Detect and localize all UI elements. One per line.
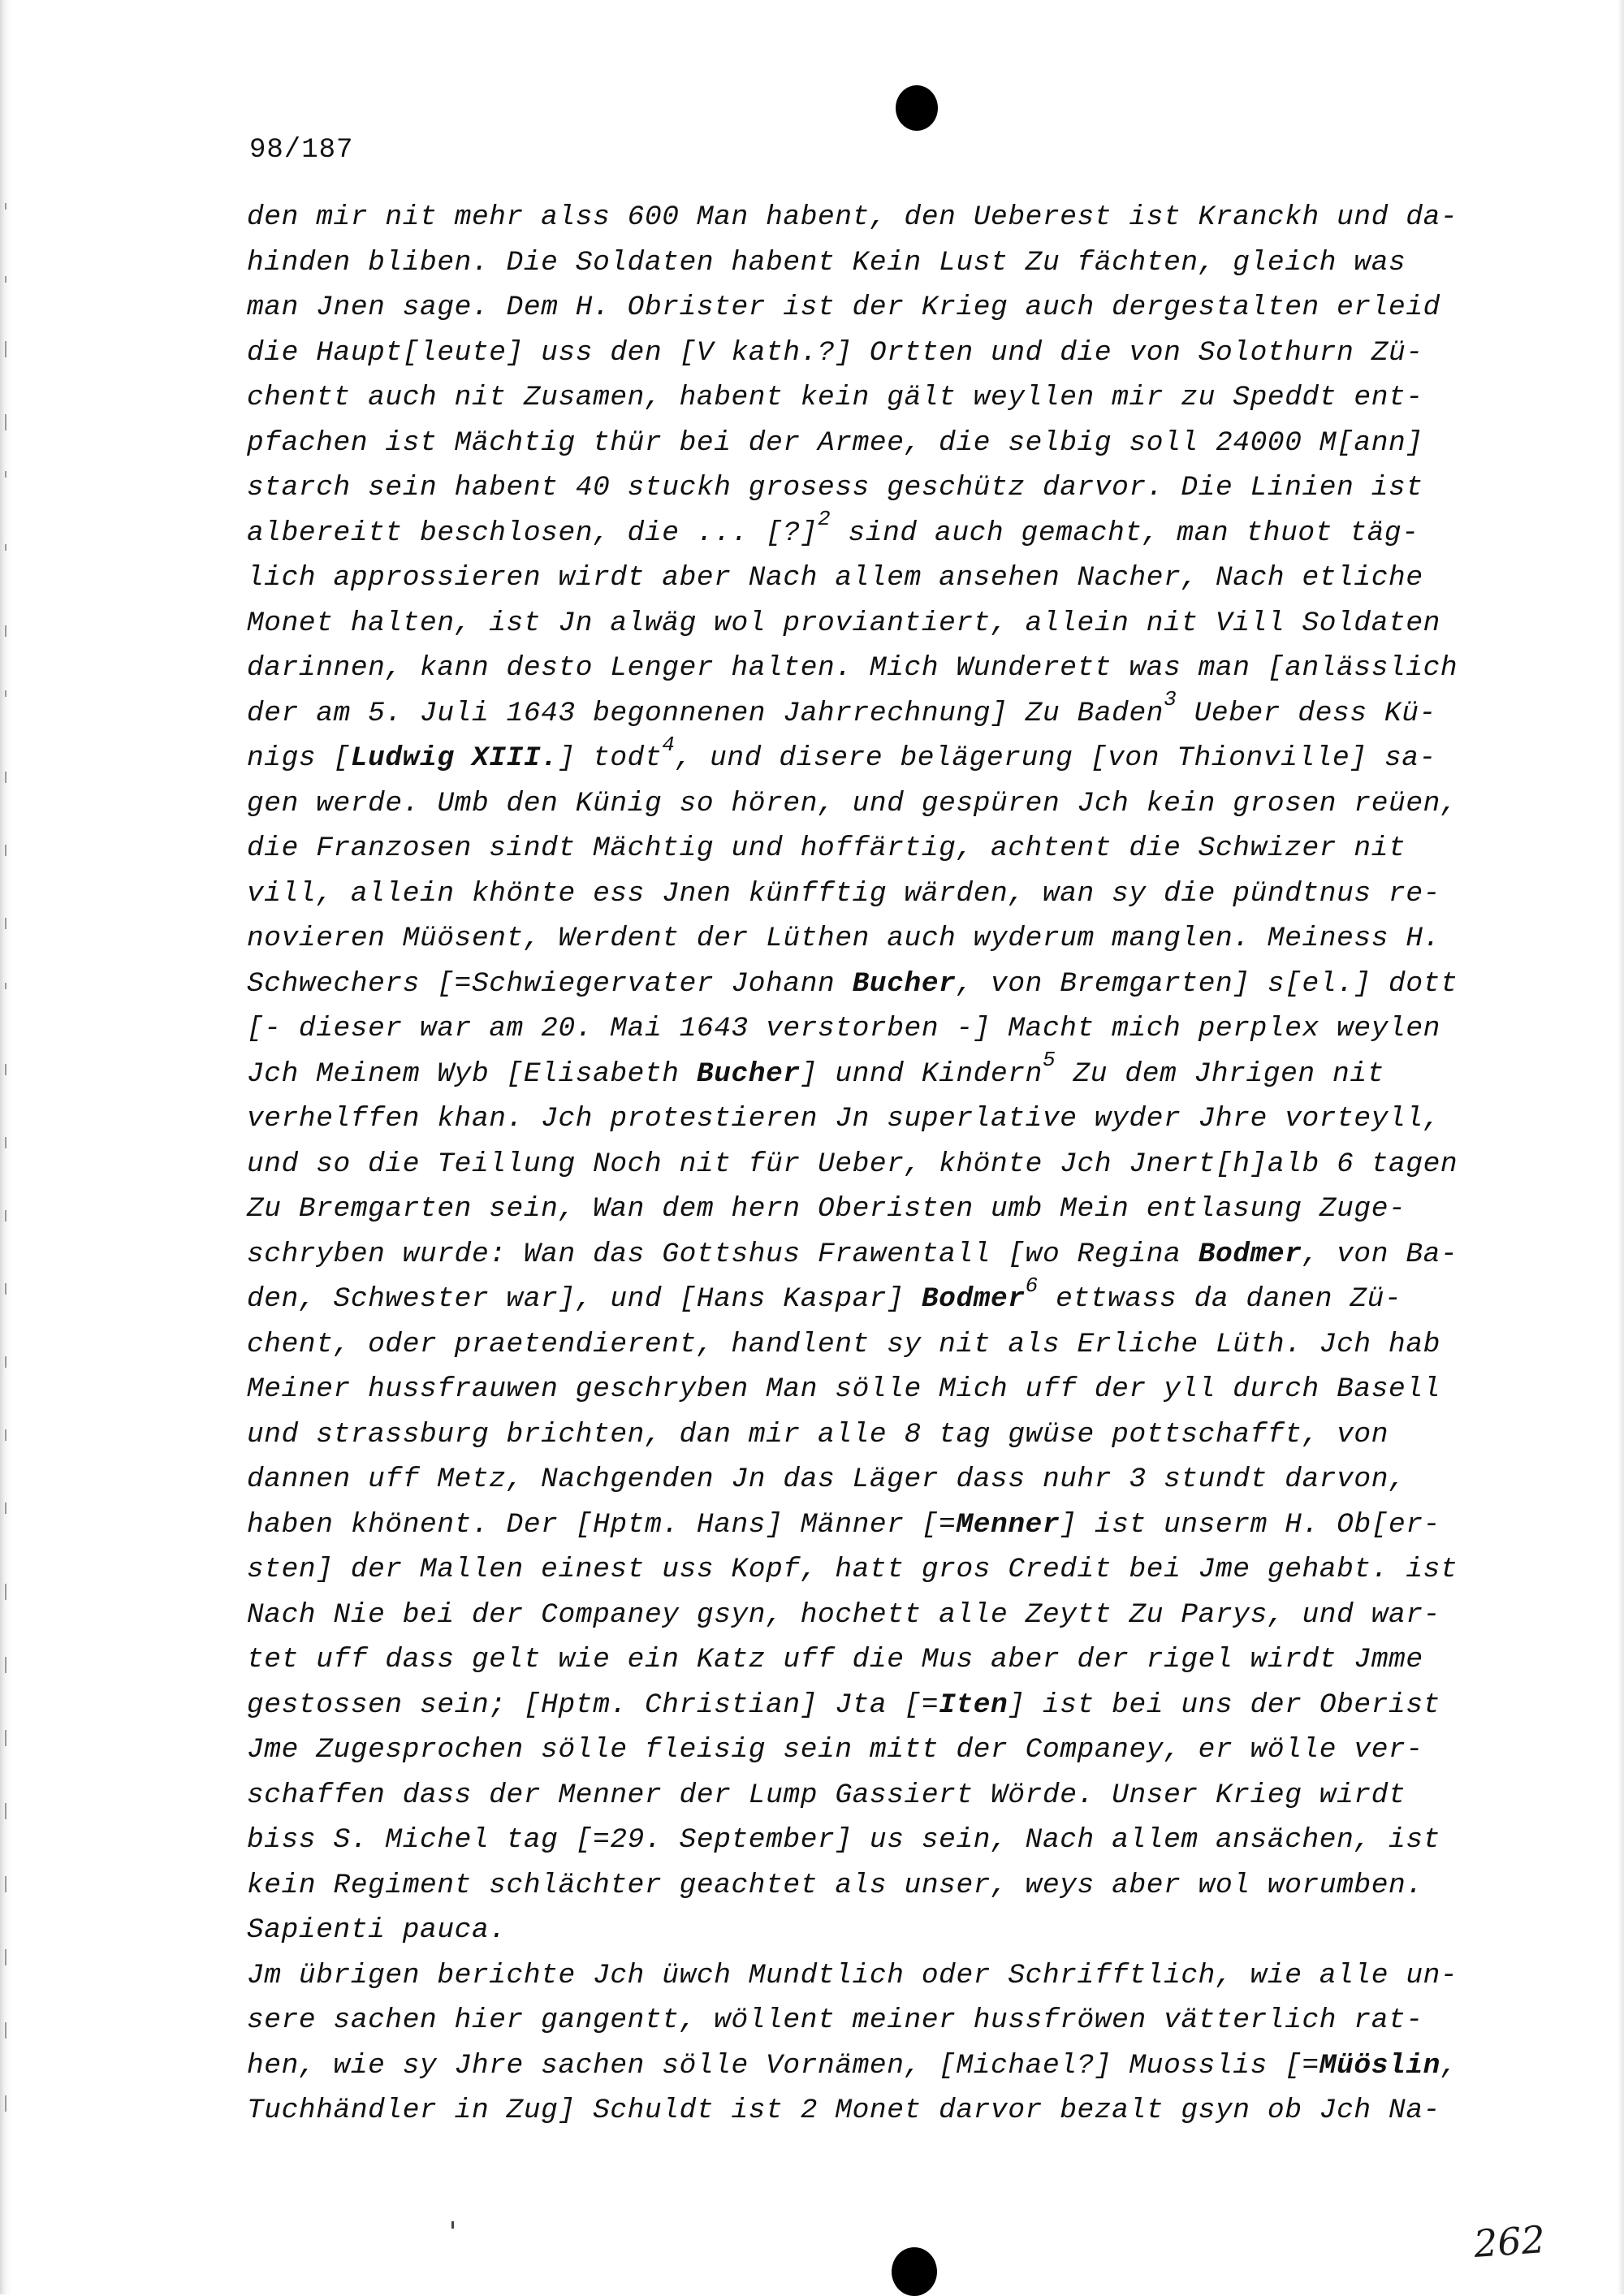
punch-hole-bottom (892, 2247, 937, 2296)
margin-speck (5, 1730, 6, 1746)
text-line (247, 240, 1522, 286)
text-line (247, 1048, 1522, 1097)
text-line (247, 732, 1522, 781)
margin-speck (5, 1876, 6, 1892)
margin-speck (5, 1356, 6, 1368)
text-segment: die Haupt[leute] uss den [V kath.?] Ortten und die von Solothurn Zü- (247, 336, 1423, 369)
text-segment: Ueber dess Kü- (1177, 697, 1436, 729)
text-segment: sere sachen hier gangentt, wöllent meiner hussfröwen vätterlich rat- (247, 2004, 1423, 2036)
punch-hole-top (896, 85, 938, 131)
text-segment: , von Bremgarten] s[el.] dott (956, 967, 1458, 1000)
text-line (247, 2088, 1522, 2134)
margin-speck (5, 1210, 6, 1222)
margin-speck (5, 1584, 6, 1600)
bold-name: Ludwig XIII. (350, 742, 559, 774)
text-line (247, 1232, 1522, 1278)
text-line (247, 465, 1522, 511)
margin-speck (5, 1657, 6, 1673)
text-segment: ] todt (558, 742, 663, 774)
margin-speck (5, 544, 6, 551)
text-segment: Zu dem Jhrigen nit (1056, 1057, 1384, 1090)
text-line (247, 1412, 1522, 1458)
text-line (247, 826, 1522, 871)
text-segment: darinnen, kann desto Lenger halten. Mich Wunderett was man [anlässlich (247, 652, 1458, 684)
text-line (247, 195, 1522, 240)
scan-edge-right (1618, 0, 1624, 2294)
text-segment: dannen uff Metz, Nachgenden Jn das Läger dass nuhr 3 stundt darvon, (247, 1464, 1406, 1495)
text-line (247, 2043, 1522, 2089)
text-line (247, 1908, 1522, 1953)
text-segment: Monet halten, ist Jn alwäg wol proviantiert, allein nit Vill Soldaten (247, 607, 1440, 639)
text-segment: Zu Bremgarten sein, Wan dem hern Oberisten umb Mein entlasung Zuge- (247, 1193, 1406, 1225)
text-line (247, 556, 1522, 601)
bold-name: Müöslin (1319, 2049, 1440, 2082)
text-line (247, 1683, 1522, 1728)
margin-speck (5, 1283, 6, 1295)
text-line (247, 375, 1522, 421)
text-segment: vill, allein khönte ess Jnen künfftig wärden, wan sy die pündtnus re- (247, 877, 1440, 910)
margin-speck (5, 1064, 6, 1075)
text-segment: Nach Nie bei der Companey gsyn, hochett alle Zeytt Zu Parys, und war- (247, 1598, 1440, 1631)
text-segment: man Jnen sage. Dem H. Obrister ist der Krieg auch dergestalten erleid (247, 292, 1440, 323)
text-segment: biss S. Michel tag [=29. September] us sein, Nach allem ansächen, ist (247, 1824, 1440, 1856)
text-line (247, 1773, 1522, 1818)
text-line (247, 1727, 1522, 1773)
text-segment: schaffen dass der Menner der Lump Gassiert Wörde. Unser Krieg wirdt (247, 1779, 1406, 1811)
text-line (247, 1142, 1522, 1187)
text-segment: hen, wie sy Jhre sachen sölle Vornämen, [Michael?] Muosslis [= (247, 2049, 1320, 2082)
scan-mark (451, 2221, 454, 2229)
text-segment: den mir nit mehr alss 600 Man habent, den Ueberest ist Kranckh und da- (247, 201, 1458, 233)
margin-speck (5, 983, 6, 989)
bold-name: Iten (939, 1688, 1009, 1721)
text-line (247, 601, 1522, 646)
text-segment: Jch Meinem Wyb [Elisabeth (247, 1057, 697, 1090)
text-line (247, 871, 1522, 917)
text-line (247, 646, 1522, 691)
text-segment: ] ist bei uns der Oberist (1008, 1688, 1440, 1721)
text-segment: ] ist unserm H. Ob[er- (1060, 1508, 1440, 1541)
text-line (247, 1096, 1522, 1142)
text-segment: Meiner hussfrauwen geschryben Man sölle Mich uff der yll durch Basell (247, 1373, 1440, 1405)
text-line (247, 916, 1522, 962)
text-segment: , und disere belägerung [von Thionville] sa- (675, 742, 1436, 774)
footnote-marker: 6 (1025, 1273, 1039, 1298)
text-segment: , von Ba- (1302, 1238, 1458, 1270)
margin-speck (5, 690, 6, 697)
text-segment: sind auch gemacht, man thuot täg- (831, 517, 1419, 549)
text-line (247, 1006, 1522, 1052)
text-segment: ettwass da danen Zü- (1038, 1283, 1402, 1315)
text-segment: und strassburg brichten, dan mir alle 8 tag gwüse pottschafft, von (247, 1418, 1389, 1451)
text-segment: starch sein habent 40 stuckh grosess geschütz darvor. Die Linien ist (247, 472, 1423, 504)
margin-speck (5, 471, 6, 478)
margin-speck (5, 2095, 6, 2112)
text-line (247, 1593, 1522, 1638)
text-line (247, 1863, 1522, 1909)
text-line (247, 1187, 1522, 1232)
folio-number: 262 (1472, 2217, 1547, 2266)
text-line (247, 1547, 1522, 1593)
text-line (247, 331, 1522, 376)
text-segment: tet uff dass gelt wie ein Katz uff die Mus aber der rigel wirdt Jmme (247, 1644, 1423, 1676)
text-line (247, 1998, 1522, 2043)
text-line (247, 1322, 1522, 1368)
text-segment: nigs [ (247, 742, 351, 774)
text-segment: der am 5. Juli 1643 begonnenen Jahrrechnung] Zu Baden (247, 697, 1164, 729)
margin-speck (5, 845, 6, 856)
footnote-marker: 3 (1164, 687, 1177, 711)
margin-speck (5, 1137, 6, 1148)
margin-speck (5, 918, 6, 929)
text-segment: [- dieser war am 20. Mai 1643 verstorben -] Macht mich perplex weylen (247, 1013, 1440, 1044)
text-line (247, 1637, 1522, 1683)
text-segment: hinden bliben. Die Soldaten habent Kein Lust Zu fächten, gleich was (247, 246, 1406, 279)
text-segment: ] unnd Kindern (800, 1057, 1043, 1090)
text-segment: novieren Müösent, Werdent der Lüthen auch wyderum manglen. Meiness H. (247, 923, 1440, 954)
text-segment: und so die Teillung Noch nit für Ueber, khönte Jch Jnert[h]alb 6 tagen (247, 1148, 1458, 1180)
margin-speck (5, 1803, 6, 1819)
text-line (247, 962, 1522, 1007)
text-line (247, 1273, 1522, 1322)
text-segment: schryben wurde: Wan das Gottshus Frawentall [wo Regina (247, 1238, 1199, 1270)
margin-speck (5, 1429, 6, 1441)
margin-speck (5, 2022, 6, 2039)
margin-speck (5, 1949, 6, 1965)
text-segment: kein Regiment schlächter geachtet als unser, weys aber wol worumben. (247, 1869, 1423, 1901)
text-segment: chentt auch nit Zusamen, habent kein gält weyllen mir zu Speddt ent- (247, 382, 1423, 413)
text-segment: gestossen sein; [Hptm. Christian] Jta [= (247, 1688, 939, 1721)
bold-name: Menner (956, 1508, 1060, 1541)
margin-speck (5, 625, 6, 637)
bold-name: Bodmer (1198, 1238, 1302, 1270)
text-segment: den, Schwester war], und [Hans Kaspar] (247, 1283, 922, 1315)
text-line (247, 687, 1522, 737)
text-segment: albereitt beschlosen, die ... [?] (247, 517, 818, 549)
margin-speck (5, 276, 6, 283)
margin-speck (5, 772, 6, 783)
text-line (247, 1503, 1522, 1548)
margin-speck (5, 203, 6, 210)
text-line (247, 421, 1522, 466)
text-segment: lich approssieren wirdt aber Nach allem ansehen Nacher, Nach etliche (247, 562, 1423, 594)
text-line (247, 507, 1522, 556)
text-segment: chent, oder praetendierent, handlent sy nit als Erliche Lüth. Jch hab (247, 1328, 1440, 1360)
text-line (247, 781, 1522, 827)
text-line (247, 1818, 1522, 1863)
text-line (247, 285, 1522, 331)
text-line (247, 1953, 1522, 1999)
margin-binding-marks (2, 203, 13, 2152)
text-segment: haben khönent. Der [Hptm. Hans] Männer [= (247, 1508, 957, 1541)
text-segment: pfachen ist Mächtig thür bei der Armee, die selbig soll 24000 M[ann] (247, 426, 1423, 459)
text-segment: die Franzosen sindt Mächtig und hoffärtig, achtent die Schwizer nit (247, 832, 1406, 864)
margin-speck (5, 1503, 6, 1514)
text-segment: Tuchhändler in Zug] Schuldt ist 2 Monet darvor bezalt gsyn ob Jch Na- (247, 2095, 1440, 2126)
margin-speck (5, 341, 6, 357)
text-segment: Sapienti pauca. (247, 1914, 507, 1946)
footnote-marker: 5 (1042, 1048, 1056, 1072)
footnote-marker: 2 (818, 507, 831, 531)
footnote-marker: 4 (662, 732, 676, 757)
text-segment: , (1440, 2049, 1458, 2082)
text-segment: Jm übrigen berichte Jch üwch Mundtlich oder Schrifftlich, wie alle un- (247, 1959, 1458, 1991)
text-segment: gen werde. Umb den Künig so hören, und gespüren Jch kein grosen reüen, (247, 787, 1458, 819)
bold-name: Bodmer (921, 1283, 1026, 1315)
transcription-body (247, 195, 1522, 2134)
bold-name: Bucher (696, 1057, 801, 1090)
text-segment: Schwechers [=Schwiegervater Johann (247, 967, 853, 1000)
text-line (247, 1367, 1522, 1412)
text-segment: Jme Zugesprochen sölle fleisig sein mitt der Companey, er wölle ver- (247, 1734, 1423, 1766)
text-line (247, 1457, 1522, 1503)
bold-name: Bucher (852, 967, 957, 1000)
margin-speck (5, 414, 6, 430)
text-segment: verhelffen khan. Jch protestieren Jn superlative wyder Jhre vorteyll, (247, 1103, 1440, 1135)
text-segment: sten] der Mallen einest uss Kopf, hatt gros Credit bei Jme gehabt. ist (247, 1554, 1458, 1585)
page-reference: 98/187 (249, 135, 354, 166)
